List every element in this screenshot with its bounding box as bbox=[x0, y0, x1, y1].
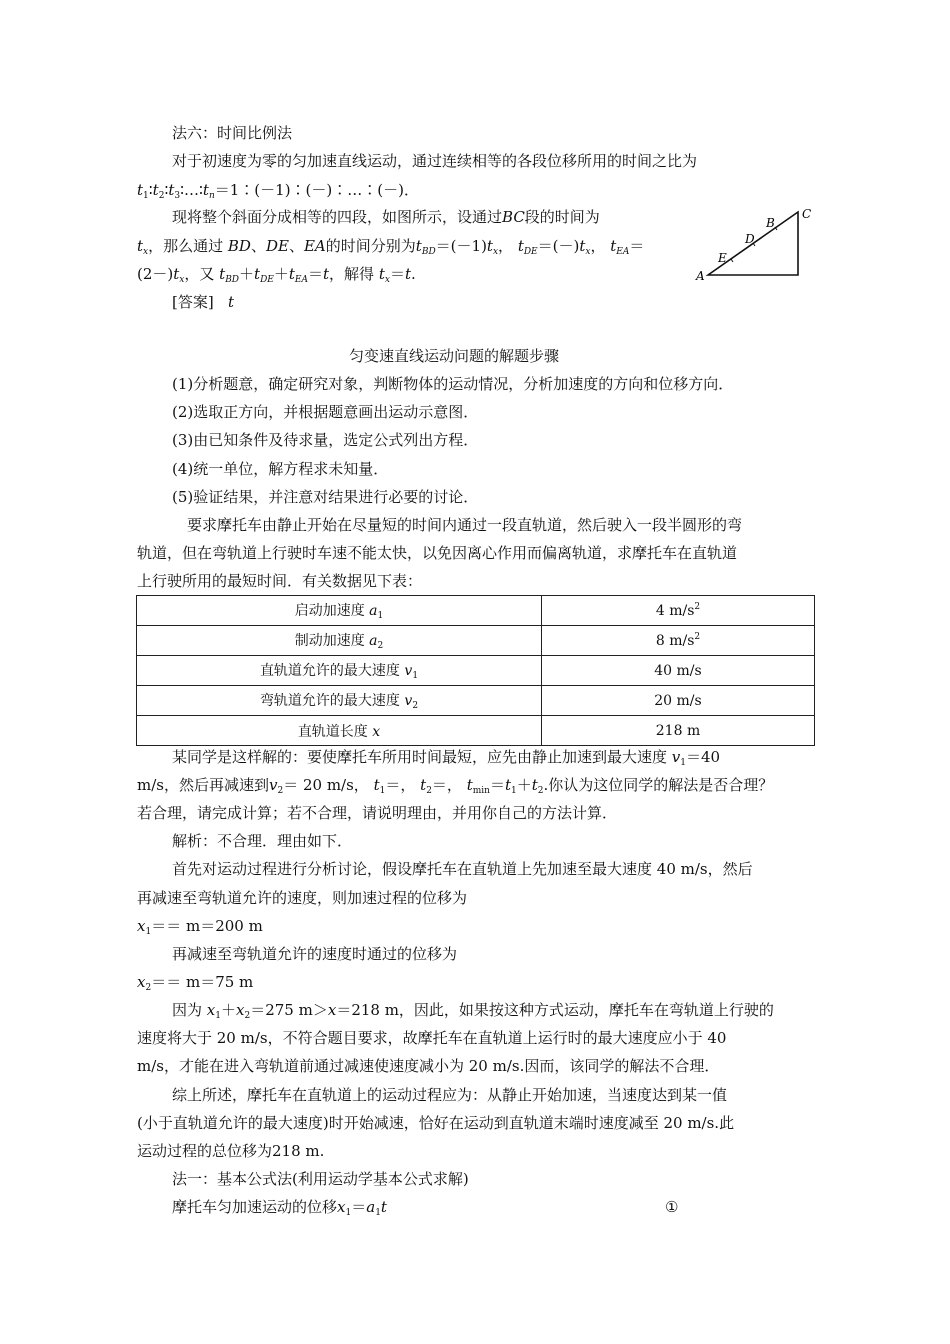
equation-number-1: ① bbox=[665, 1198, 679, 1216]
table-cell-value: 20 m/s bbox=[542, 686, 815, 716]
label-d: D bbox=[745, 232, 755, 246]
problem-line-1: 要求摩托车由静止开始在尽量短的时间内通过一段直轨道，然后驶入一段半圆形的弯 bbox=[187, 516, 743, 534]
method6-text-5: $(2-)t_x$，又 $t_{BD}+t_{DE}+t_{EA}=t$，解得 $t_x=t$. bbox=[137, 265, 416, 285]
solution-line-3: 若合理，请完成计算；若不合理，请说明理由，并用你自己的方法计算． bbox=[137, 804, 618, 822]
label-c: C bbox=[802, 207, 812, 221]
table-cell-value: 4 $m/s^2$ bbox=[542, 596, 815, 626]
data-table bbox=[136, 595, 815, 746]
table-cell-label: 制动加速度 $a_2$ bbox=[137, 626, 542, 656]
step-1: (1)分析题意，确定研究对象，判断物体的运动情况，分析加速度的方向和位移方向． bbox=[172, 375, 734, 393]
method6-ratio: $t_1∶t_2∶t_3∶\dots∶t_n=1∶(-1)∶(-)∶\dots∶(-)$． bbox=[137, 181, 419, 201]
table-cell-value: 218 m bbox=[542, 716, 815, 746]
label-b: B bbox=[766, 216, 775, 230]
table-cell-value: 40 m/s bbox=[542, 656, 815, 686]
table-cell-label: 直轨道长度 x bbox=[137, 716, 542, 746]
solution-line-1: 某同学是这样解的：要使摩托车所用时间最短，应先由静止加速到最大速度 $v_1=40$ bbox=[172, 748, 721, 768]
method6-text-1: 对于初速度为零的匀加速直线运动，通过连续相等的各段位移所用的时间之比为 bbox=[172, 152, 698, 170]
table-row bbox=[137, 686, 815, 716]
solution-line-13: 综上所述，摩托车在直轨道上的运动过程应为：从静止开始加速，当速度达到某一值 bbox=[172, 1086, 728, 1104]
method1-title: 法一：基本公式法(利用运动学基本公式求解) bbox=[172, 1170, 469, 1188]
problem-line-2: 轨道，但在弯轨道上行驶时车速不能太快，以免因离心作用而偏离轨道，求摩托车在直轨道 bbox=[137, 544, 738, 562]
table-row bbox=[137, 596, 815, 626]
table-cell-label: 启动加速度 $a_1$ bbox=[137, 596, 542, 626]
step-5: (5)验证结果，并注意对结果进行必要的讨论． bbox=[172, 488, 479, 506]
solution-line-12: m/s，才能在进入弯轨道前通过减速使速度减小为 20 m/s.因而，该同学的解法不合理． bbox=[137, 1057, 720, 1075]
method6-title: 法六：时间比例法 bbox=[172, 124, 293, 142]
steps-title: 匀变速直线运动问题的解题步骤 bbox=[349, 347, 560, 365]
table-cell-label: 直轨道允许的最大速度 $v_1$ bbox=[137, 656, 542, 686]
tick-e bbox=[731, 259, 733, 262]
solution-eq-x1: $x_1== m=200$ m bbox=[137, 917, 263, 937]
table-cell-label: 弯轨道允许的最大速度 $v_2$ bbox=[137, 686, 542, 716]
method6-text-4: $t_x$，那么通过 BD、DE、EA的时间分别为$t_{BD}=(-1)t_x$， $t_{DE}=(-)t_x$， $t_{EA}=$ bbox=[137, 237, 645, 257]
problem-line-3: 上行驶所用的最短时间．有关数据见下表： bbox=[137, 572, 423, 590]
solution-line-14: (小于直轨道允许的最大速度)时开始减速，恰好在运动到直轨道末端时速度减至 20 m/s.此 bbox=[137, 1114, 735, 1132]
label-a: A bbox=[696, 269, 705, 283]
solution-line-5: 首先对运动过程进行分析讨论，假设摩托车在直轨道上先加速至最大速度 40 m/s，然后 bbox=[172, 860, 753, 878]
solution-line-11: 速度将大于 20 m/s，不符合题目要求，故摩托车在直轨道上运行时的最大速度应小于 40 bbox=[137, 1029, 727, 1047]
solution-line-15: 运动过程的总位移为218 m. bbox=[137, 1142, 325, 1160]
table-cell-value: 8 $m/s^2$ bbox=[542, 626, 815, 656]
step-2: (2)选取正方向，并根据题意画出运动示意图． bbox=[172, 403, 479, 421]
ratio-values: ∶(－1)∶(－)∶…∶(－)． bbox=[239, 181, 419, 199]
solution-eq-x2: $x_2== m=75$ m bbox=[137, 973, 254, 993]
step-3: (3)由已知条件及待求量，选定公式列出方程． bbox=[172, 431, 479, 449]
solution-line-6: 再减速至弯轨道允许的速度，则加速过程的位移为 bbox=[137, 889, 468, 907]
solution-line-2: m/s，然后再减速到$v_2= 20$ m/s， $t_1=$， $t_2=$， $t_{min}=t_1+t_2$.你认为这位同学的解法是否合理？ bbox=[137, 776, 774, 796]
solution-line-8: 再减速至弯轨道允许的速度时通过的位移为 bbox=[172, 945, 458, 963]
table-row bbox=[137, 716, 815, 746]
table-row bbox=[137, 656, 815, 686]
incline-figure bbox=[692, 203, 816, 283]
step-4: (4)统一单位，解方程求未知量． bbox=[172, 460, 389, 478]
answer: [答案] t bbox=[172, 293, 235, 311]
table-row bbox=[137, 626, 815, 656]
solution-line-10: 因为 $x_1+x_2=275$ m＞x＝218 m，因此，如果按这种方式运动，摩托车在弯轨道上行驶的 bbox=[172, 1001, 774, 1021]
label-e: E bbox=[718, 251, 727, 265]
method6-text-3: 现将整个斜面分成相等的四段，如图所示，设通过BC段的时间为 bbox=[172, 208, 600, 226]
solution-line-4: 解析：不合理．理由如下． bbox=[172, 832, 353, 850]
method1-eq-1: 摩托车匀加速运动的位移$x_1=a_1t$ bbox=[172, 1198, 387, 1218]
